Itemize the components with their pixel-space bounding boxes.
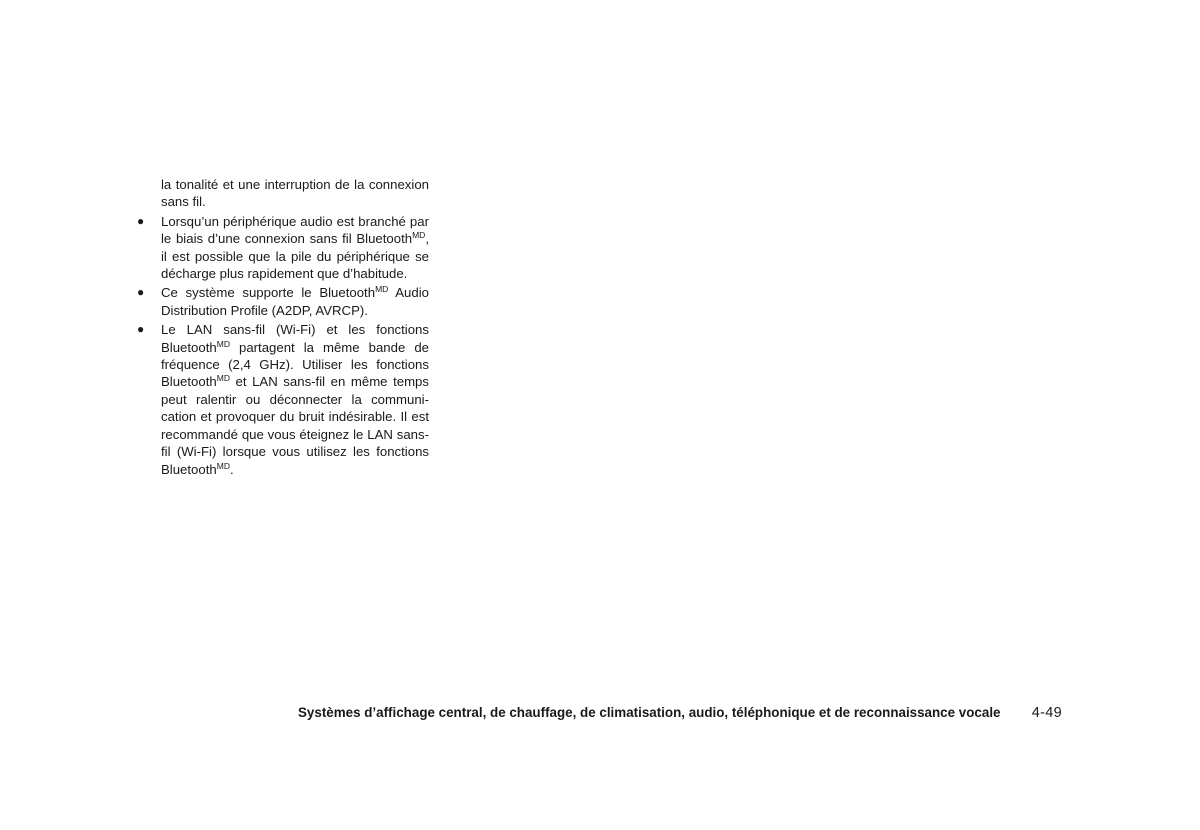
list-item-text: partagent la même bande de fréquence (2,4 GHz). Utiliser les fonctions Bluetooth: [161, 339, 429, 390]
trademark-superscript: MD: [216, 338, 230, 349]
list-item-text: et LAN sans-fil en même temps peut ralentir ou déconnecter la communication et provoquer du bruit indésirable. Il est recommandé que vous éteignez le LAN sans-fil (Wi-Fi) lorsque vous utilisez les fonctions Bluetooth: [161, 374, 429, 477]
list-item: [137, 321, 429, 478]
page-footer: [298, 705, 1062, 721]
list-item-text: .: [229, 461, 234, 477]
trademark-superscript: MD: [375, 284, 389, 295]
trademark-superscript: MD: [216, 373, 230, 384]
list-item-text: , il est possible que la pile du périphérique se décharge plus rapidement que d’habitude.: [161, 231, 429, 282]
page-number: 4-49: [1031, 705, 1062, 721]
continuation-paragraph: la tonalité et une interruption de la connexion sans fil.: [161, 177, 429, 210]
list-item: [137, 213, 429, 283]
list-item-text: Lorsqu’un périphérique audio est branché par le biais d’une connexion sans fil Bluetooth: [161, 213, 429, 247]
list-item-text: Le LAN sans-fil (Wi-Fi) et les fonctions Bluetooth: [161, 322, 429, 355]
trademark-superscript: MD: [412, 230, 426, 241]
bullet-icon: ●: [137, 285, 145, 300]
text-column: [137, 176, 429, 480]
list-item-text: Audio Distribution Profile (A2DP, AVRCP).: [161, 285, 429, 318]
section-title: Systèmes d’affichage central, de chauffage, de climatisation, audio, téléphonique et de reconnaissance vocale: [298, 705, 1001, 720]
list-item-text: Ce système supporte le Bluetooth: [161, 285, 376, 301]
bullet-icon: ●: [137, 322, 145, 337]
bullet-icon: ●: [137, 213, 145, 228]
list-item: [137, 284, 429, 319]
trademark-superscript: MD: [216, 460, 230, 471]
bullet-list: [137, 213, 429, 478]
